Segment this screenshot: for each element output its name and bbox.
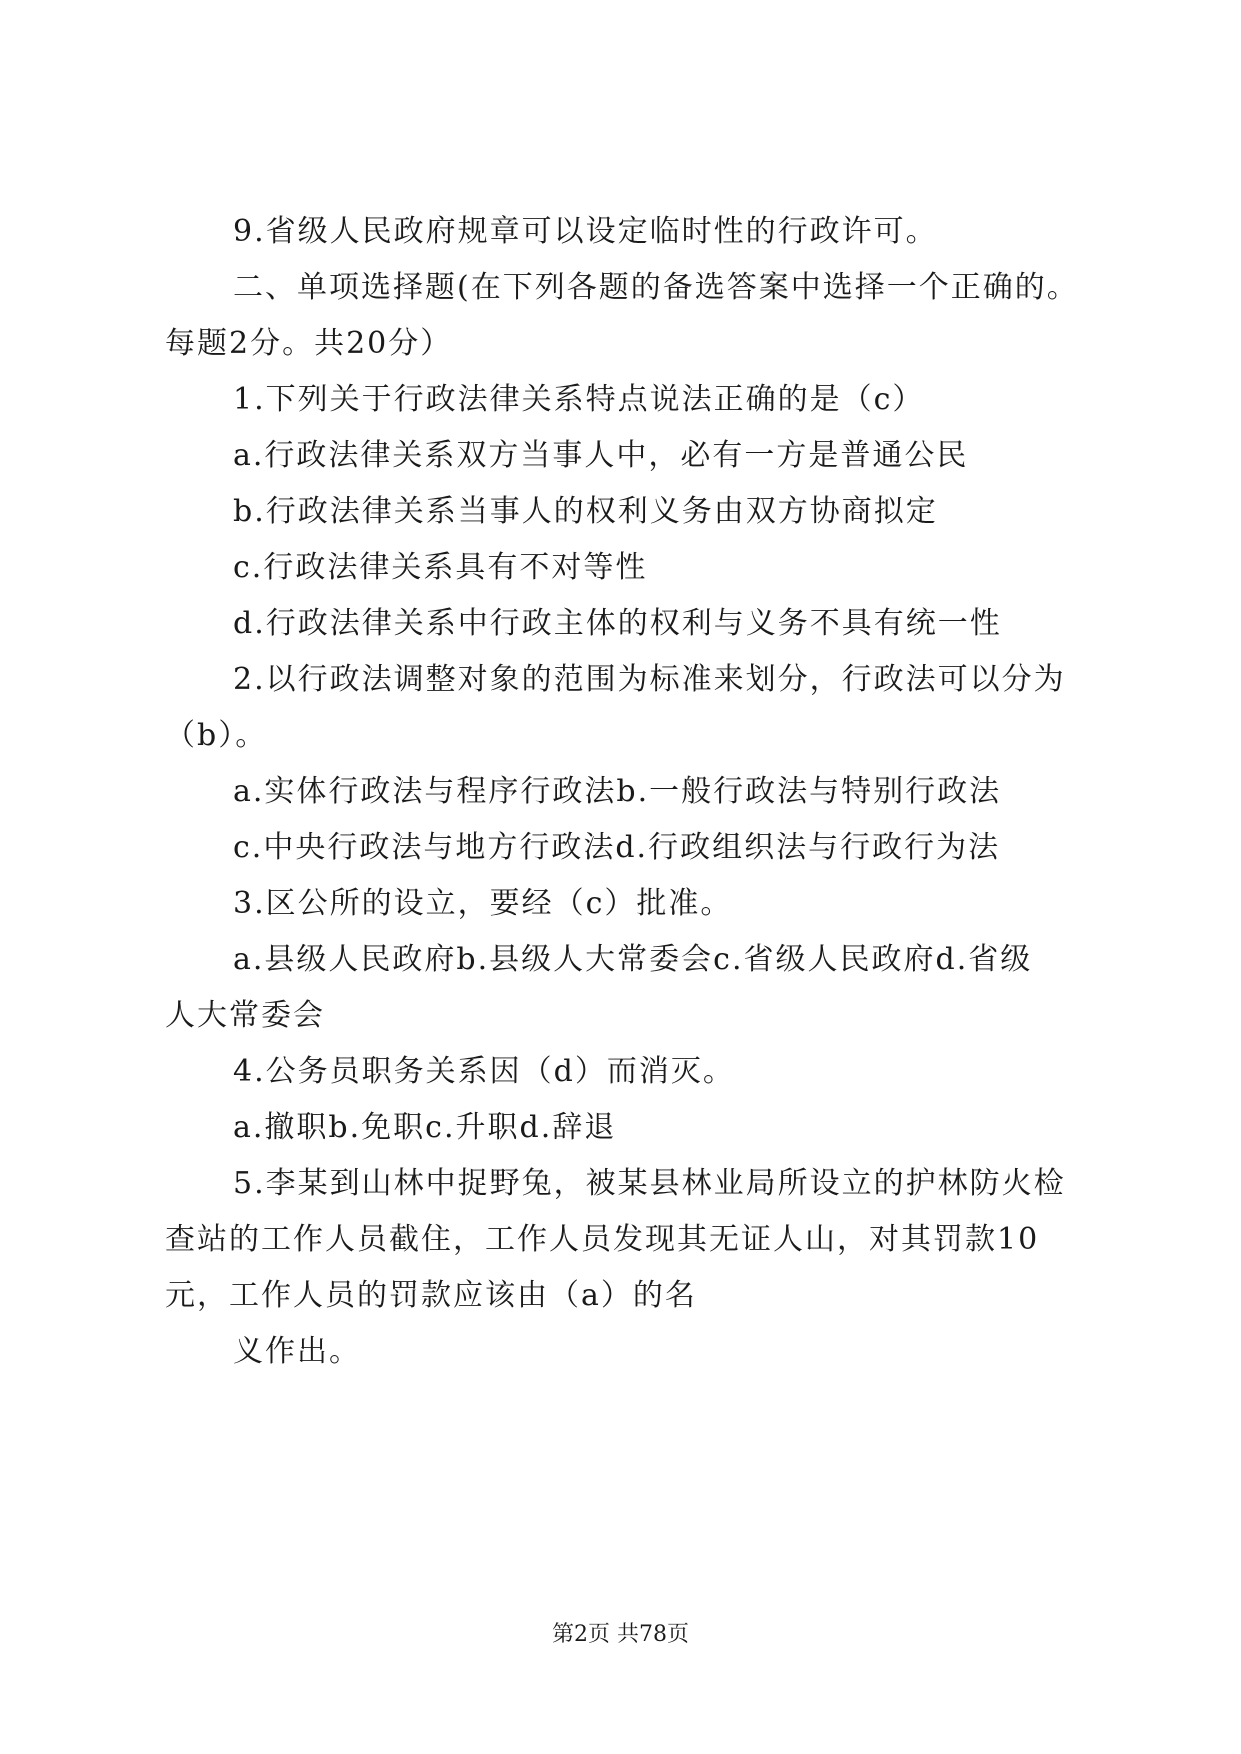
answer-option: a.县级人民政府b.县级人大常委会c.省级人民政府d.省级 [233, 942, 1033, 977]
text-line: 义作出。 [233, 1334, 361, 1369]
answer-option: b.行政法律关系当事人的权利义务由双方协商拟定 [233, 494, 938, 529]
answer-option: c.中央行政法与地方行政法d.行政组织法与行政行为法 [233, 830, 1001, 865]
text-line: 人大常委会 [165, 998, 325, 1033]
question: 2.以行政法调整对象的范围为标准来划分，行政法可以分为 [233, 662, 1066, 697]
answer-option: c.行政法律关系具有不对等性 [233, 550, 648, 585]
section-heading: 二、单项选择题(在下列各题的备选答案中选择一个正确的。 [233, 270, 1079, 305]
question: 3.区公所的设立，要经（c）批准。 [233, 886, 733, 921]
text-line: 每题2分。共20分） [165, 326, 453, 361]
question: 1.下列关于行政法律关系特点说法正确的是（c） [233, 382, 925, 417]
answer-option: a.实体行政法与程序行政法b.一般行政法与特别行政法 [233, 774, 1002, 809]
answer-option: a.行政法律关系双方当事人中，必有一方是普通公民 [233, 438, 969, 473]
question: 4.公务员职务关系因（d）而消灭。 [233, 1054, 735, 1089]
answer-option: d.行政法律关系中行政主体的权利与义务不具有统一性 [233, 606, 1002, 641]
answer-option: a.撤职b.免职c.升职d.辞退 [233, 1110, 617, 1145]
text-line: 元，工作人员的罚款应该由（a）的名 [165, 1278, 697, 1313]
text-line: （b）。 [165, 718, 268, 753]
text-line: 9.省级人民政府规章可以设定临时性的行政许可。 [233, 214, 938, 249]
question: 5.李某到山林中捉野兔，被某县林业局所设立的护林防火检 [233, 1166, 1066, 1201]
text-line: 查站的工作人员截住，工作人员发现其无证人山，对其罚款10 [165, 1222, 1040, 1257]
page-number-label: 第2页 共78页 [552, 1622, 689, 1647]
page-footer [0, 1620, 1241, 1650]
